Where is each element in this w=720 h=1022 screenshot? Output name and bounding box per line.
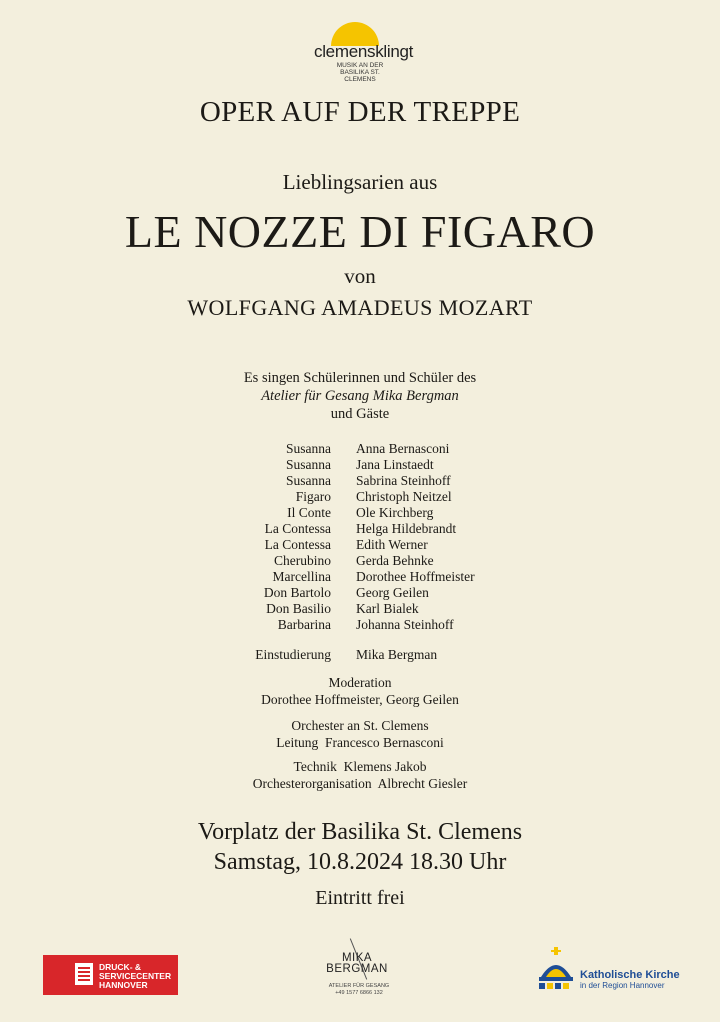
technical-credits (0, 758, 720, 792)
role: Marcellina (272, 569, 331, 584)
mika-bergman-logo (318, 935, 408, 1005)
role: Susanna (286, 441, 331, 456)
katholische-kirche-logo (535, 945, 685, 995)
cast-row (0, 617, 720, 633)
rehearsal-name: Mika Bergman (356, 647, 438, 662)
opera-title: LE NOZZE DI FIGARO (124, 206, 596, 257)
orchestra (0, 717, 720, 751)
cast-row (0, 601, 720, 617)
role: Don Bartolo (263, 585, 331, 600)
singer: Georg Geilen (356, 585, 429, 600)
cast-row (0, 537, 720, 553)
role: Barbarina (277, 617, 331, 632)
moderation (0, 674, 720, 708)
logo-subtitle: MUSIK AN DER BASILIKA ST. CLEMENS (336, 62, 384, 83)
subtitle: Lieblingsarien aus (282, 170, 438, 194)
druck-servicecenter-logo (43, 955, 178, 995)
orchestra-lead: Leitung Francesco Bernasconi (276, 735, 444, 750)
singer: Ole Kirchberg (356, 505, 434, 520)
venue-datetime: Samstag, 10.8.2024 18.30 Uhr (213, 849, 507, 875)
singer: Gerda Behnke (356, 553, 434, 568)
by-label: von (344, 264, 376, 288)
cast-row (0, 585, 720, 601)
role: Il Conte (287, 505, 331, 520)
singer: Jana Linstaedt (356, 457, 434, 472)
venue-place: Vorplatz der Basilika St. Clemens (197, 819, 523, 845)
role: Don Basilio (266, 601, 331, 616)
singer: Anna Bernasconi (356, 441, 450, 456)
singer: Johanna Steinhoff (356, 617, 454, 632)
rehearsal-row (0, 647, 720, 663)
cast-row (0, 441, 720, 457)
logo-name: clemensklingt (314, 42, 414, 61)
intro-line-1: Es singen Schülerinnen und Schüler des (243, 370, 477, 386)
moderation-names: Dorothee Hoffmeister, Georg Geilen (261, 692, 459, 707)
cast-row (0, 521, 720, 537)
singer: Karl Bialek (356, 601, 419, 616)
intro (0, 369, 720, 423)
intro-line-2: Atelier für Gesang Mika Bergman (261, 388, 459, 404)
cast-row (0, 553, 720, 569)
singer: Dorothee Hoffmeister (356, 569, 475, 584)
cast-row (0, 505, 720, 521)
role: Susanna (286, 457, 331, 472)
mika-logo-sub: ATELIER FÜR GESANG +49 1577 6866 132 (328, 983, 390, 996)
orchestra-name: Orchester an St. Clemens (291, 718, 429, 733)
intro-line-3: und Gäste (330, 406, 390, 422)
kath-logo-text: Katholische Kirche in der Region Hannover (580, 969, 680, 990)
role: La Contessa (264, 537, 331, 552)
page-title: OPER AUF DER TREPPE (199, 96, 521, 128)
role: Figaro (295, 489, 331, 504)
composer-name: WOLFGANG AMADEUS MOZART (187, 295, 533, 320)
venue-info (0, 817, 720, 877)
singer: Edith Werner (356, 537, 428, 552)
cast-row (0, 569, 720, 585)
druck-logo-text: DRUCK- & SERVICECENTER HANNOVER (99, 962, 172, 990)
admission: Eintritt frei (315, 887, 405, 909)
role: Susanna (286, 473, 331, 488)
tech-line-2: Orchesterorganisation Albrecht Giesler (252, 776, 468, 791)
moderation-label: Moderation (328, 675, 392, 690)
singer: Sabrina Steinhoff (356, 473, 451, 488)
church-dome-icon (535, 947, 577, 993)
cast-row (0, 457, 720, 473)
document-icon (75, 963, 93, 985)
clemensklingt-logo (300, 20, 430, 83)
tech-line-1: Technik Klemens Jakob (293, 759, 427, 774)
role: La Contessa (264, 521, 331, 536)
cast-row (0, 489, 720, 505)
rehearsal-label: Einstudierung (255, 647, 331, 662)
singer: Christoph Neitzel (356, 489, 452, 504)
singer: Helga Hildebrandt (356, 521, 457, 536)
role: Cherubino (274, 553, 331, 568)
cast-row (0, 473, 720, 489)
mika-logo-name: MIKA BERGMAN (326, 952, 388, 975)
cast-list (0, 441, 720, 633)
